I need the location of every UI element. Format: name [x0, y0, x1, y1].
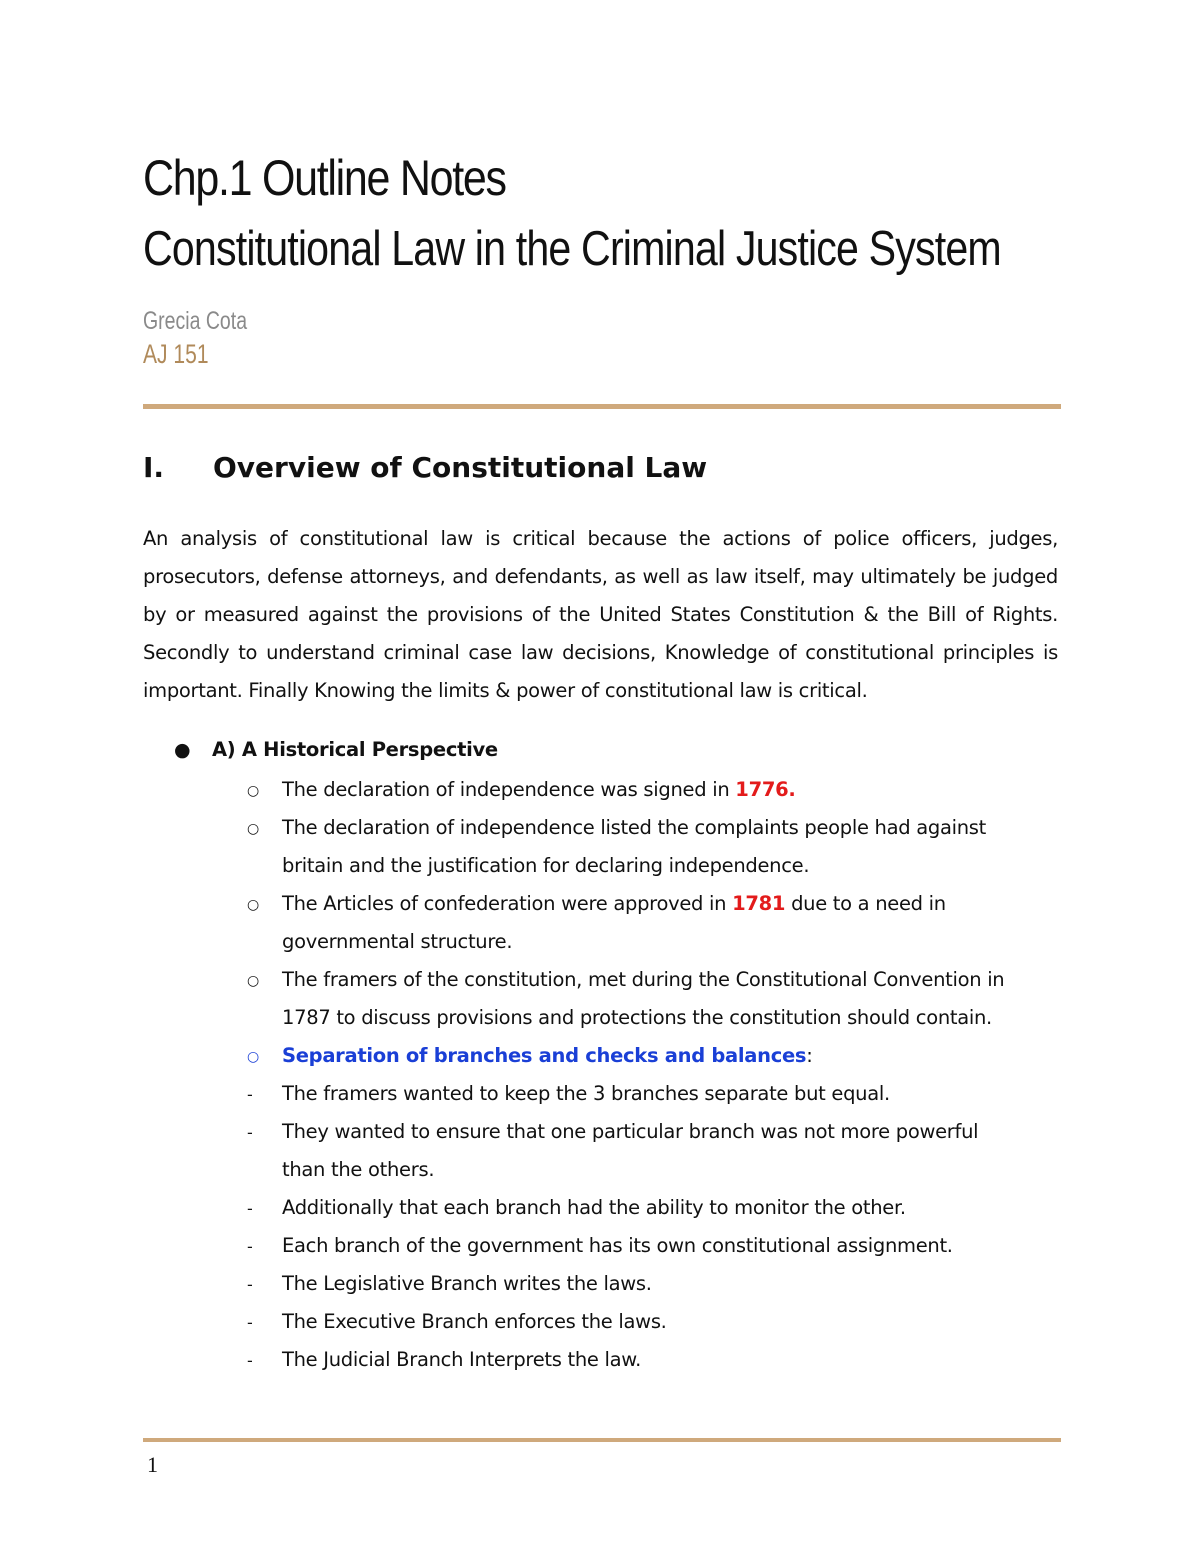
- dash-list-item: Additionally that each branch had the ability to monitor the other.: [282, 1196, 906, 1219]
- dash-icon: -: [247, 1199, 253, 1218]
- dash-icon: -: [247, 1237, 253, 1256]
- dash-icon: -: [247, 1351, 253, 1370]
- footer-divider: [143, 1438, 1061, 1442]
- header-divider: [143, 404, 1061, 409]
- bullet-icon: ●: [174, 739, 191, 761]
- dash-icon: -: [247, 1275, 253, 1294]
- dash-icon: -: [247, 1085, 253, 1104]
- outline-heading-a: A) A Historical Perspective: [212, 738, 498, 761]
- list-item-highlight: Separation of branches and checks and balances:: [282, 1044, 813, 1067]
- course-code: AJ 151: [143, 339, 209, 369]
- dash-list-item: The Executive Branch enforces the laws.: [282, 1310, 667, 1333]
- dash-icon: -: [247, 1123, 253, 1142]
- hollow-bullet-icon: ○: [247, 1049, 260, 1065]
- list-item: The declaration of independence listed the complaints people had against: [282, 816, 987, 839]
- author-name: Grecia Cota: [143, 307, 248, 335]
- list-item: The declaration of independence was signed in 1776.: [282, 778, 796, 801]
- hollow-bullet-icon: ○: [247, 821, 260, 837]
- document-title: Chp.1 Outline Notes: [143, 150, 506, 206]
- highlight-year: 1781: [732, 892, 786, 915]
- hollow-bullet-icon: ○: [247, 973, 260, 989]
- section-title: Overview of Constitutional Law: [213, 451, 708, 484]
- dash-list-item: They wanted to ensure that one particular branch was not more powerful: [282, 1120, 979, 1143]
- list-item: The framers of the constitution, met during the Constitutional Convention in: [282, 968, 1005, 991]
- hollow-bullet-icon: ○: [247, 897, 260, 913]
- dash-list-item: Each branch of the government has its own constitutional assignment.: [282, 1234, 953, 1257]
- highlight-year: 1776.: [735, 778, 796, 801]
- list-item-continuation: governmental structure.: [282, 930, 513, 953]
- overview-paragraph: An analysis of constitutional law is critical because the actions of police officers, judges, prosecutors, defense attorneys, and defendants, as well as law itself, may ultimately be judged by or measured against the provisions of the United States Constitution & the Bill of Rights. Secondly to understand criminal case law decisions, Knowledge of constitutional principles is important. Finally Knowing the limits & power of constitutional law is critical.: [143, 527, 1058, 702]
- section-heading: [143, 446, 707, 490]
- page-number: 1: [147, 1452, 158, 1477]
- dash-icon: -: [247, 1313, 253, 1332]
- document-subtitle: Constitutional Law in the Criminal Justice System: [143, 222, 1001, 276]
- dash-list-item: The framers wanted to keep the 3 branches separate but equal.: [282, 1082, 890, 1105]
- dash-list-item: The Legislative Branch writes the laws.: [282, 1272, 652, 1295]
- list-item-continuation: 1787 to discuss provisions and protections the constitution should contain.: [282, 1006, 992, 1029]
- dash-list-item-continuation: than the others.: [282, 1158, 435, 1181]
- hollow-bullet-icon: ○: [247, 783, 260, 799]
- dash-list-item: The Judicial Branch Interprets the law.: [282, 1348, 642, 1371]
- list-item: The Articles of confederation were approved in 1781 due to a need in: [282, 892, 946, 915]
- section-number: I.: [143, 451, 165, 484]
- list-item-continuation: britain and the justification for declaring independence.: [282, 854, 810, 877]
